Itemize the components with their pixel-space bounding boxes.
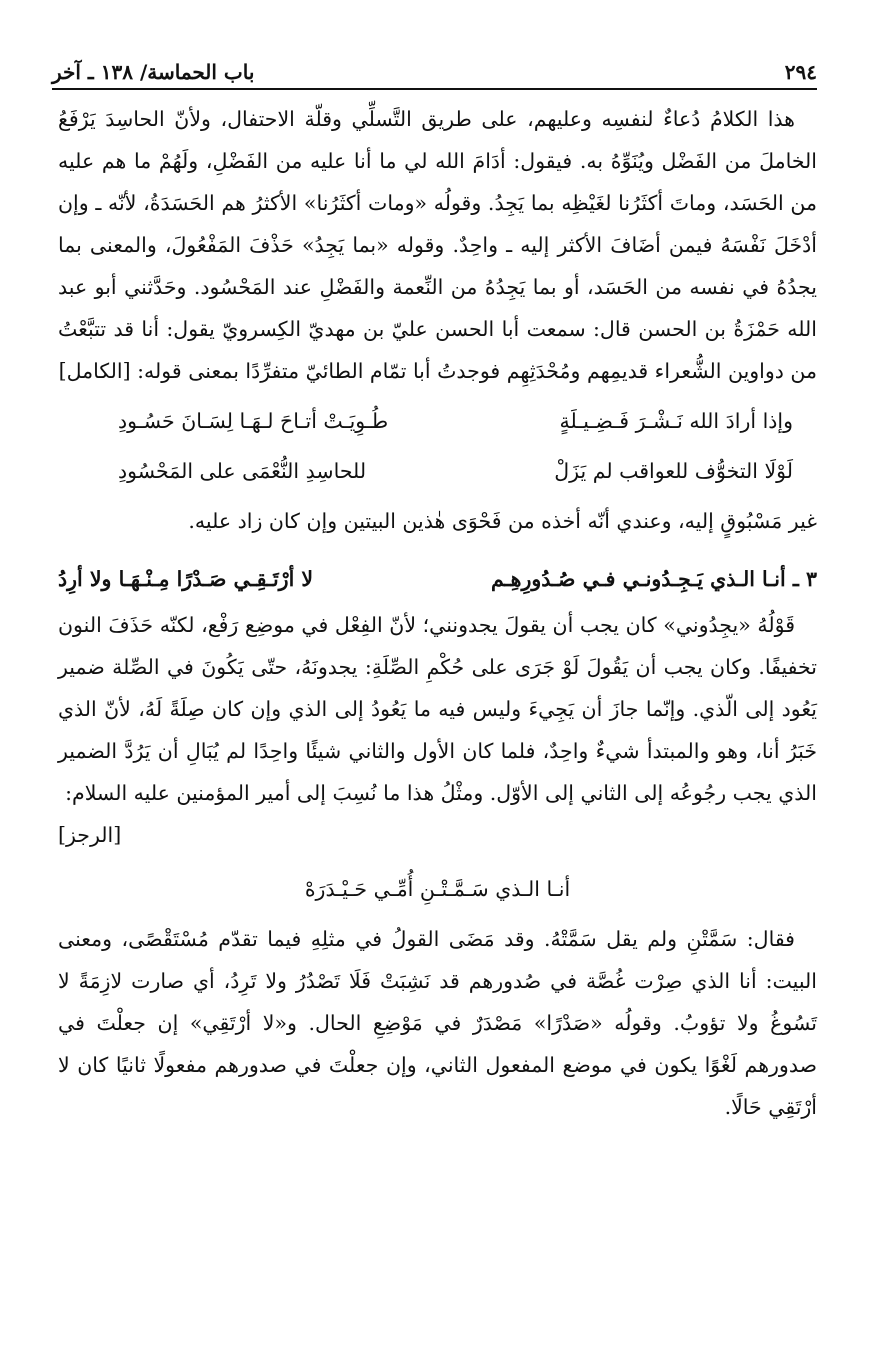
- second-hemistich: طُـوِيَـتْ أتـاحَ لـهَـا لِسَـانَ حَسُـودِ: [118, 409, 389, 433]
- text-line: صارت لازِمَةً لا تَسُوغُ ولا تؤوبُ. وقولُه «صَدْرًا» مَصْدَرٌ في مَوْضِعِ الحال. و«لا: [58, 969, 817, 1035]
- text-line: ولَهُمْ ما هم عليه من الحَسَد، وماتَ أكثَرُنا لغَيْظِه بما يَجِدُ. وقولُه «ومات أكثَرُنا»: [58, 149, 817, 215]
- text-line: ومُحْدَثِهِم فوجدتُ أبا تمّام الطائيّ متفرِّدًا بمعنى قوله:: [137, 359, 581, 383]
- text-line: قَوْلُهُ «يجِدُوني» كان يجب أن يقولَ يجدونني؛ لأنّ الفِعْل في موضِع رَفْع،: [201, 613, 795, 637]
- verse-line: [58, 448, 817, 494]
- text-line: أرْتَقِي» إن جعلْتَ في صدورهم لَغْوًا يكون في موضع المفعول الثاني، وإن جعلْتَ في: [58, 1011, 817, 1077]
- second-hemistich: للحاسِدِ النُّعْمَى على المَحْسُودِ: [118, 459, 367, 483]
- text-line: فقال: سَمَّتْنِ ولم يقل سَمَّتْهُ. وقد مَضَى القولُ في مثلِهِ فيما تقدّم مُسْتَقْصًى،: [121, 927, 795, 951]
- text-line: هذا الكلامُ دُعاءٌ لنفسِه وعليهم، على طريق التَّسلِّي وقلّة الاحتفال، ولأنّ: [174, 107, 795, 131]
- first-hemistich: لَوْلَا التخوُّف للعواقب لم يَزَلْ: [554, 459, 793, 483]
- paragraph-commentary-2: [58, 500, 817, 542]
- text-line: يجدونَهُ، حتّى يَكُونَ في الصِّلة ضمير يَعُود إلى الّذي. وإنّما جازَ أن يَجِيءَ وليس: [58, 655, 817, 721]
- text-line: غير مَسْبُوقٍ إليه، وعندي أنّه أخذه من فَحْوَى هٰذين البيتين وإن كان زاد: [237, 509, 817, 533]
- text-line: الحاسِدَ يَرْفَعُ الخاملَ من الفَضْل ويُنَوِّهُ به. فيقول: أدَامَ الله لي ما أنا عليه من الفَضْلِ،: [58, 107, 817, 173]
- text-line: الحسن عليّ بن مهديّ الكِسرويّ يقول: أنا قد تتبَّعْتُ من دواوين الشُّعراء قديمِهم: [58, 317, 817, 383]
- verse-line: [58, 398, 817, 444]
- paragraph-commentary-1: [58, 98, 817, 392]
- text-line: واحِدٌ، فلما كان الأول والثاني شيئًا واحِدًا لم يُبَالِ أن يَرُدَّ الضمير الذي يجب: [58, 739, 817, 805]
- paragraph-commentary-4: [58, 918, 817, 1128]
- second-hemistich: لا أرْتَـقِـي صَـدْرًا مِـنْـهَـا ولا أرِدُ: [58, 567, 314, 591]
- first-hemistich: وإذا أرادَ الله نَـشْـرَ فَـضِـيـلَةٍ: [559, 409, 793, 433]
- header-rule: [52, 88, 817, 90]
- paragraph-commentary-3: [58, 604, 817, 814]
- meter-label: [الكامل]: [58, 359, 131, 383]
- first-hemistich: ٣ ـ أنـا الـذي يَـجِـدُونـي فـي صُـدُورِهِـم: [491, 567, 817, 591]
- running-title: باب الحماسة/ ١٣٨ ـ آخر: [52, 60, 255, 84]
- text-line: الأكثرُ هم الحَسَدَةُ، لأنّه ـ وإن أدْخَلَ نَفْسَهُ فيمن أضَافَ الأكثر إليه ـ واحِدٌ. وقوله: [58, 191, 817, 257]
- text-line: لكنّه حَذَفَ النون تخفيفًا. وكان يجب أن يَقُولَ لَوْ جَرَى على حُكْمِ الصِّلَةِ:: [58, 613, 817, 679]
- text-line: النِّعمة والفَضْلِ عند المَحْسُود. وحَدَّثني أبو عبد الله حَمْزَةُ بن الحسن قال: سمعت أبا: [58, 275, 817, 341]
- section-heading-verse: [58, 558, 817, 600]
- text-line: صدورهم مفعولًا ثانيًا كان لا أرْتَقِي حَالًا.: [58, 1053, 817, 1119]
- centered-verse: أنـا الـذي سَـمَّـتْـنِ أُمِّـي حَـيْـدَرَهْ: [304, 877, 571, 901]
- text-line: رجُوعُه إلى الثاني إلى الأوّل. ومثْلُ هذا ما نُسِبَ إلى أمير المؤمنين عليه السلام:: [65, 781, 727, 805]
- meter-label: [الرجز]: [58, 823, 122, 847]
- running-header: [52, 48, 817, 84]
- page-number: ٢٩٤: [784, 60, 817, 84]
- text-line: «بما يَجِدُ» حَذْفَ المَفْعُولَ، والمعنى بما يجدُهُ في نفسه من الحَسَد، أو بما يَجِدُهُ من: [58, 233, 817, 299]
- text-line: عليه.: [188, 509, 232, 533]
- text-line: فيه ما يَعُودُ إلى الذي وإن كان صِلَةً لَهُ، لأنّ الذي خَبَرُ أنا، وهو والمبتدأ شيءٌ: [58, 697, 817, 763]
- text-line: ومعنى البيت: أنا الذي صِرْت غُصَّة في صُدورهم قد نَشِبَتْ فَلَا تَصْدُرُ ولا تَرِدُ، أي: [58, 927, 817, 993]
- page-body: [58, 98, 817, 1128]
